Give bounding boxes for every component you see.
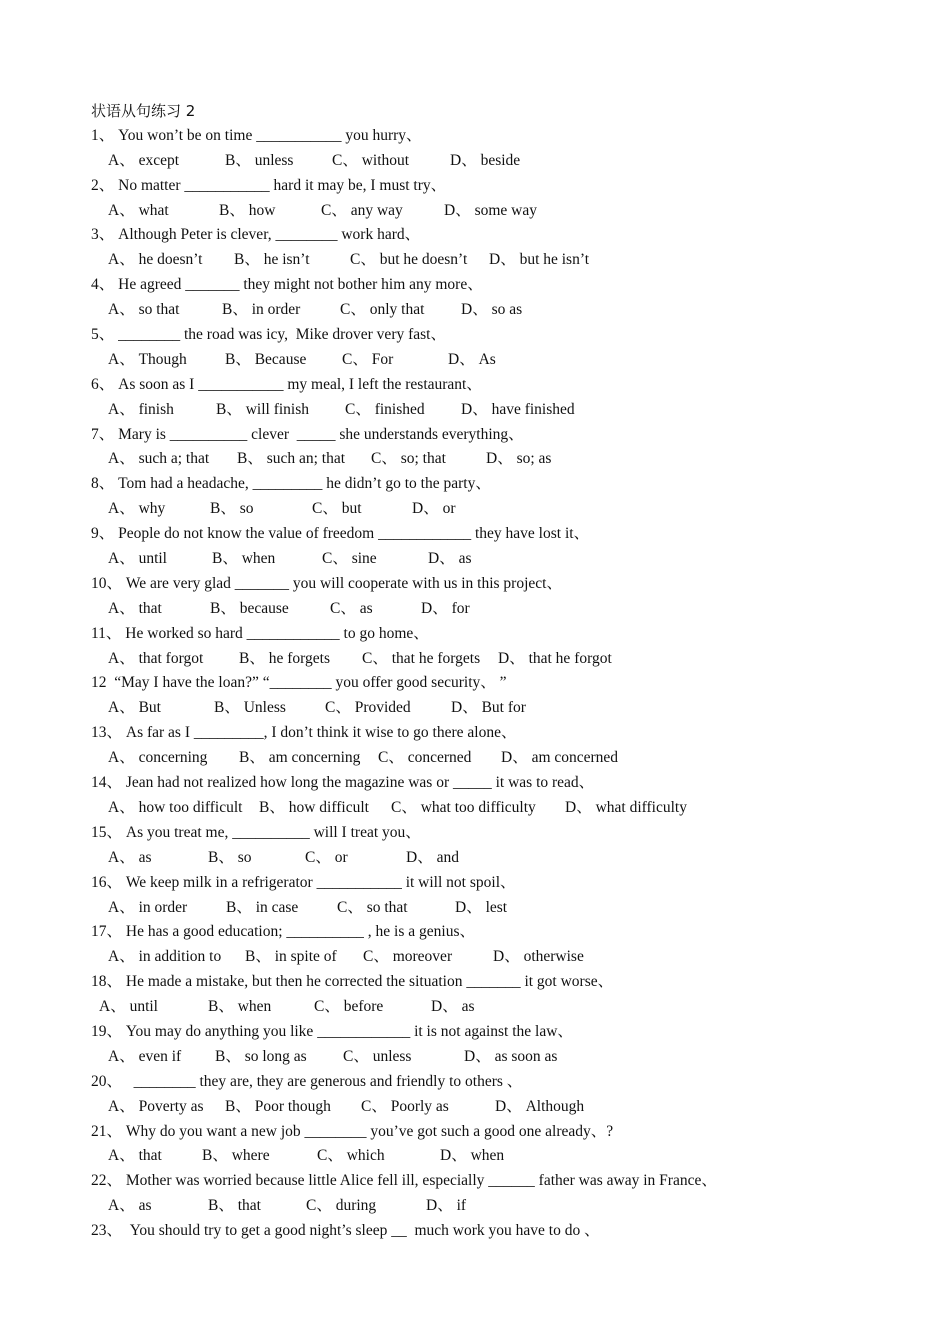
question-21-option-c: C、 which	[317, 1147, 385, 1165]
question-3-option-a: A、 he doesn’t	[108, 251, 203, 269]
question-18-option-b: B、 when	[208, 998, 272, 1016]
question-4-option-c: C、 only that	[340, 301, 425, 319]
question-10-option-a: A、 that	[108, 599, 162, 617]
question-16-option-b: B、 in case	[226, 898, 299, 916]
question-15-option-a: A、 as	[108, 848, 152, 866]
question-8-option-b: B、 so	[210, 500, 254, 518]
question-17-option-a: A、 in addition to	[108, 948, 222, 966]
question-21: 21、 Why do you want a new job ________ you’ve got such a good one already、?	[91, 1122, 614, 1140]
question-13-option-b: B、 am concerning	[239, 749, 361, 767]
question-11-option-a: A、 that forgot	[108, 649, 204, 667]
question-4: 4、 He agreed _______ they might not bother him any more、	[91, 276, 483, 294]
question-20-option-c: C、 Poorly as	[361, 1097, 449, 1115]
question-15-option-d: D、 and	[406, 848, 459, 866]
question-20-option-a: A、 Poverty as	[108, 1097, 204, 1115]
question-12-option-c: C、 Provided	[325, 699, 411, 717]
question-8-option-a: A、 why	[108, 500, 166, 518]
question-21-option-b: B、 where	[202, 1147, 270, 1165]
question-4-option-d: D、 so as	[461, 301, 523, 319]
question-18-option-c: C、 before	[314, 998, 384, 1016]
question-16-option-d: D、 lest	[455, 898, 508, 916]
question-5-option-d: D、 As	[448, 350, 496, 368]
question-6-option-c: C、 finished	[345, 400, 425, 418]
question-11-option-b: B、 he forgets	[239, 649, 330, 667]
question-13-option-c: C、 concerned	[378, 749, 472, 767]
question-20-option-d: D、 Although	[495, 1097, 585, 1115]
question-14-options	[91, 796, 931, 821]
question-6-option-d: D、 have finished	[461, 400, 575, 418]
question-14-option-a: A、 how too difficult	[108, 798, 243, 816]
question-19-option-b: B、 so long as	[215, 1047, 307, 1065]
question-1-option-c: C、 without	[332, 151, 410, 169]
question-9: 9、 People do not know the value of freedom ____________ they have lost it、	[91, 525, 590, 543]
question-5-options	[91, 348, 931, 373]
question-9-options	[91, 547, 931, 572]
question-21-option-d: D、 when	[440, 1147, 505, 1165]
question-18-option-a: A、 until	[99, 998, 158, 1016]
question-10-options	[91, 597, 931, 622]
question-1-option-b: B、 unless	[225, 151, 294, 169]
question-22-option-d: D、 if	[426, 1197, 467, 1215]
question-11-option-d: D、 that he forgot	[498, 649, 612, 667]
question-1-options	[91, 149, 931, 174]
question-19-option-a: A、 even if	[108, 1047, 182, 1065]
question-7-option-c: C、 so; that	[371, 450, 446, 468]
question-9-option-d: D、 as	[428, 550, 472, 568]
question-18-option-d: D、 as	[431, 998, 475, 1016]
question-19-option-c: C、 unless	[343, 1047, 412, 1065]
question-10: 10、 We are very glad _______ you will cooperate with us in this project、	[91, 574, 562, 592]
question-6-option-b: B、 will finish	[216, 400, 310, 418]
question-22: 22、 Mother was worried because little Alice fell ill, especially ______ father was away in France、	[91, 1172, 717, 1190]
question-4-option-a: A、 so that	[108, 301, 180, 319]
question-9-option-c: C、 sine	[322, 550, 377, 568]
question-17-option-d: D、 otherwise	[493, 948, 584, 966]
question-9-option-a: A、 until	[108, 550, 167, 568]
question-11: 11、 He worked so hard ____________ to go home、	[91, 624, 429, 642]
question-12-option-a: A、 But	[108, 699, 161, 717]
question-22-options	[91, 1194, 931, 1219]
worksheet	[91, 99, 931, 1244]
question-3-option-c: C、 but he doesn’t	[350, 251, 468, 269]
question-12: 12 “May I have the loan?” “________ you offer good security、 ”	[91, 674, 507, 692]
question-4-option-b: B、 in order	[222, 301, 301, 319]
question-20-option-b: B、 Poor though	[225, 1097, 331, 1115]
question-6: 6、 As soon as I ___________ my meal, I left the restaurant、	[91, 375, 482, 393]
question-5-option-c: C、 For	[342, 350, 394, 368]
question-12-options	[91, 696, 931, 721]
question-3-option-d: D、 but he isn’t	[489, 251, 590, 269]
question-14-option-b: B、 how difficult	[259, 798, 369, 816]
question-13-options	[91, 746, 931, 771]
question-22-option-b: B、 that	[208, 1197, 261, 1215]
question-7-option-d: D、 so; as	[486, 450, 552, 468]
question-16-option-c: C、 so that	[337, 898, 408, 916]
question-8-option-d: D、 or	[412, 500, 456, 518]
question-13: 13、 As far as I _________, I don’t think it wise to go there alone、	[91, 724, 517, 742]
question-11-options	[91, 647, 931, 672]
question-20: 20、 ________ they are, they are generous and friendly to others 、	[91, 1072, 523, 1090]
question-6-options	[91, 398, 931, 423]
question-21-options	[91, 1144, 931, 1169]
question-15-option-b: B、 so	[208, 848, 252, 866]
question-12-option-d: D、 But for	[451, 699, 526, 717]
question-2-option-c: C、 any way	[321, 201, 403, 219]
worksheet-title: 状语从句练习 2	[91, 102, 196, 120]
question-1-option-d: D、 beside	[450, 151, 521, 169]
question-1-option-a: A、 except	[108, 151, 180, 169]
question-2: 2、 No matter ___________ hard it may be, I must try、	[91, 176, 447, 194]
question-21-option-a: A、 that	[108, 1147, 162, 1165]
question-16-option-a: A、 in order	[108, 898, 188, 916]
question-16: 16、 We keep milk in a refrigerator ___________ it will not spoil、	[91, 873, 516, 891]
question-8-option-c: C、 but	[312, 500, 362, 518]
question-19-option-d: D、 as soon as	[464, 1047, 558, 1065]
question-22-option-a: A、 as	[108, 1197, 152, 1215]
question-17-options	[91, 945, 931, 970]
question-18-options	[91, 995, 931, 1020]
question-17-option-c: C、 moreover	[363, 948, 453, 966]
question-4-options	[91, 298, 931, 323]
question-10-option-d: D、 for	[421, 599, 470, 617]
question-14-option-d: D、 what difficulty	[565, 798, 687, 816]
question-list	[91, 124, 931, 1244]
question-2-options	[91, 199, 931, 224]
question-14-option-c: C、 what too difficulty	[391, 798, 536, 816]
question-20-options	[91, 1095, 931, 1120]
question-13-option-d: D、 am concerned	[501, 749, 619, 767]
question-17-option-b: B、 in spite of	[245, 948, 337, 966]
question-7-option-b: B、 such an; that	[237, 450, 346, 468]
question-15-options	[91, 846, 931, 871]
question-13-option-a: A、 concerning	[108, 749, 208, 767]
question-2-option-b: B、 how	[219, 201, 276, 219]
question-5: 5、 ________ the road was icy, Mike drover very fast、	[91, 326, 446, 344]
question-3-options	[91, 248, 931, 273]
question-17: 17、 He has a good education; __________ , he is a genius、	[91, 923, 475, 941]
question-5-option-b: B、 Because	[225, 350, 307, 368]
question-15-option-c: C、 or	[305, 848, 348, 866]
question-8-options	[91, 497, 931, 522]
question-7: 7、 Mary is __________ clever _____ she understands everything、	[91, 425, 524, 443]
question-1: 1、 You won’t be on time ___________ you hurry、	[91, 126, 422, 144]
question-10-option-c: C、 as	[330, 599, 373, 617]
question-3: 3、 Although Peter is clever, ________ work hard、	[91, 226, 421, 244]
question-15: 15、 As you treat me, __________ will I treat you、	[91, 823, 421, 841]
question-11-option-c: C、 that he forgets	[362, 649, 481, 667]
question-3-option-b: B、 he isn’t	[234, 251, 310, 269]
question-16-options	[91, 896, 931, 921]
question-14: 14、 Jean had not realized how long the magazine was or _____ it was to read、	[91, 774, 595, 792]
question-7-options	[91, 447, 931, 472]
question-9-option-b: B、 when	[212, 550, 276, 568]
question-23: 23、 You should try to get a good night’s sleep __ much work you have to do 、	[91, 1222, 600, 1240]
question-19: 19、 You may do anything you like ____________ it is not against the law、	[91, 1022, 573, 1040]
question-19-options	[91, 1045, 931, 1070]
question-7-option-a: A、 such a; that	[108, 450, 210, 468]
question-6-option-a: A、 finish	[108, 400, 174, 418]
question-2-option-a: A、 what	[108, 201, 169, 219]
question-18: 18、 He made a mistake, but then he corrected the situation _______ it got worse、	[91, 973, 614, 991]
question-10-option-b: B、 because	[210, 599, 289, 617]
question-2-option-d: D、 some way	[444, 201, 537, 219]
question-12-option-b: B、 Unless	[214, 699, 286, 717]
question-8: 8、 Tom had a headache, _________ he didn’t go to the party、	[91, 475, 491, 493]
question-5-option-a: A、 Though	[108, 350, 187, 368]
question-22-option-c: C、 during	[306, 1197, 377, 1215]
